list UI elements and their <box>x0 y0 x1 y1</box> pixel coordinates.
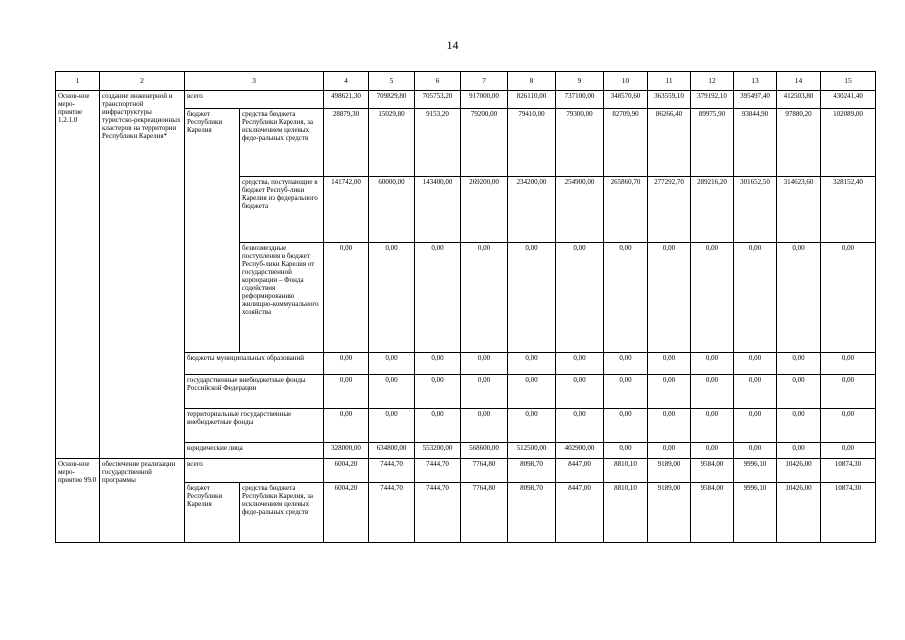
value-cell: 8098,70 <box>508 459 556 483</box>
value-cell: 9153,20 <box>415 109 461 177</box>
page-number: 14 <box>446 38 459 52</box>
value-cell: 265860,70 <box>604 177 648 243</box>
value-cell: 289216,20 <box>691 177 734 243</box>
value-cell: 9189,00 <box>648 483 691 543</box>
value-cell: 709829,80 <box>369 91 415 109</box>
header-cell: 6 <box>415 72 461 91</box>
row-label: территориальные государственные внебюджетные фонды <box>185 409 324 443</box>
value-cell: 0,00 <box>508 375 556 409</box>
value-cell: 314623,60 <box>777 177 821 243</box>
header-cell: 15 <box>821 72 876 91</box>
value-cell: 0,00 <box>556 409 604 443</box>
header-cell: 12 <box>691 72 734 91</box>
value-cell: 568600,00 <box>461 443 508 459</box>
funding-table <box>55 71 876 543</box>
value-cell: 0,00 <box>648 353 691 375</box>
value-cell: 917000,00 <box>461 91 508 109</box>
value-cell: 430241,40 <box>821 91 876 109</box>
value-cell: 0,00 <box>691 353 734 375</box>
value-cell: 402900,00 <box>556 443 604 459</box>
header-row <box>56 72 876 91</box>
value-cell: 412503,80 <box>777 91 821 109</box>
value-cell: 328152,40 <box>821 177 876 243</box>
value-cell: 0,00 <box>461 353 508 375</box>
value-cell: 86266,40 <box>648 109 691 177</box>
value-cell: 363559,10 <box>648 91 691 109</box>
value-cell: 28879,30 <box>324 109 369 177</box>
value-cell: 234200,00 <box>508 177 556 243</box>
header-cell: 13 <box>734 72 777 91</box>
event-description: создание инженерной и транспортной инфраструктуры туристско-рекреационных кластеров на территории Республики Карелия* <box>100 91 185 459</box>
budget-rk-label: бюджет Республики Карелия <box>185 483 240 543</box>
value-cell: 82709,90 <box>604 109 648 177</box>
value-cell: 0,00 <box>777 353 821 375</box>
value-cell: 0,00 <box>556 353 604 375</box>
row-label: государственные внебюджетные фонды Российской Федерации <box>185 375 324 409</box>
value-cell: 705753,20 <box>415 91 461 109</box>
header-cell: 3 <box>185 72 324 91</box>
value-cell: 10874,30 <box>821 483 876 543</box>
value-cell: 348570,60 <box>604 91 648 109</box>
value-cell: 0,00 <box>369 409 415 443</box>
event-description: обеспечение реализации государственной программы <box>100 459 185 543</box>
header-cell: 1 <box>56 72 100 91</box>
value-cell: 10426,00 <box>777 483 821 543</box>
value-cell: 9584,00 <box>691 459 734 483</box>
value-cell: 0,00 <box>648 243 691 353</box>
header-cell: 14 <box>777 72 821 91</box>
value-cell: 0,00 <box>648 409 691 443</box>
value-cell: 0,00 <box>369 375 415 409</box>
value-cell: 10426,00 <box>777 459 821 483</box>
value-cell: 0,00 <box>691 375 734 409</box>
value-cell: 15029,80 <box>369 109 415 177</box>
value-cell: 0,00 <box>734 375 777 409</box>
value-cell: 0,00 <box>691 443 734 459</box>
value-cell: 0,00 <box>691 243 734 353</box>
value-cell: 0,00 <box>734 353 777 375</box>
value-cell: 395497,40 <box>734 91 777 109</box>
value-cell: 8447,00 <box>556 459 604 483</box>
row-label: средства бюджета Республики Карелия, за исключением целевых феде-ральных средств <box>240 483 324 543</box>
value-cell: 0,00 <box>648 443 691 459</box>
value-cell: 141742,00 <box>324 177 369 243</box>
value-cell: 0,00 <box>415 375 461 409</box>
value-cell: 0,00 <box>369 353 415 375</box>
value-cell: 0,00 <box>461 375 508 409</box>
value-cell: 0,00 <box>734 409 777 443</box>
value-cell: 8447,00 <box>556 483 604 543</box>
value-cell: 7444,70 <box>369 459 415 483</box>
value-cell: 143400,00 <box>415 177 461 243</box>
value-cell: 512500,00 <box>508 443 556 459</box>
value-cell: 7764,80 <box>461 459 508 483</box>
value-cell: 0,00 <box>734 443 777 459</box>
value-cell: 0,00 <box>508 409 556 443</box>
header-cell: 7 <box>461 72 508 91</box>
value-cell: 102089,00 <box>821 109 876 177</box>
value-cell: 826110,00 <box>508 91 556 109</box>
header-cell: 11 <box>648 72 691 91</box>
value-cell: 7764,80 <box>461 483 508 543</box>
header-cell: 8 <box>508 72 556 91</box>
value-cell: 79300,00 <box>556 109 604 177</box>
value-cell: 9996,10 <box>734 459 777 483</box>
value-cell: 7444,70 <box>415 483 461 543</box>
value-cell: 7444,70 <box>369 483 415 543</box>
value-cell: 0,00 <box>648 375 691 409</box>
value-cell: 0,00 <box>461 409 508 443</box>
value-cell: 0,00 <box>604 409 648 443</box>
row-label: юридические лица <box>185 443 324 459</box>
value-cell: 0,00 <box>777 243 821 353</box>
value-cell: 0,00 <box>324 353 369 375</box>
header-cell: 10 <box>604 72 648 91</box>
value-cell: 0,00 <box>324 375 369 409</box>
value-cell: 0,00 <box>821 409 876 443</box>
event-code: Основ-ное меро-приятие 1.2.1.0 <box>56 91 100 459</box>
header-cell: 5 <box>369 72 415 91</box>
value-cell: 93844,90 <box>734 109 777 177</box>
event-code: Основ-ное меро-приятие 99.0 <box>56 459 100 543</box>
value-cell: 379192,10 <box>691 91 734 109</box>
value-cell: 0,00 <box>324 243 369 353</box>
budget-rk-label: бюджет Республики Карелия <box>185 109 240 353</box>
value-cell: 553200,00 <box>415 443 461 459</box>
table-row <box>56 91 876 109</box>
value-cell: 7444,70 <box>415 459 461 483</box>
value-cell: 9584,00 <box>691 483 734 543</box>
value-cell: 89975,90 <box>691 109 734 177</box>
value-cell: 6004,20 <box>324 483 369 543</box>
value-cell: 60000,00 <box>369 177 415 243</box>
value-cell: 8810,10 <box>604 459 648 483</box>
value-cell: 10874,30 <box>821 459 876 483</box>
value-cell: 0,00 <box>604 353 648 375</box>
table-row <box>56 459 876 483</box>
value-cell: 0,00 <box>777 375 821 409</box>
value-cell: 0,00 <box>821 443 876 459</box>
value-cell: 328000,00 <box>324 443 369 459</box>
value-cell: 0,00 <box>556 375 604 409</box>
value-cell: 0,00 <box>691 409 734 443</box>
value-cell: 0,00 <box>556 243 604 353</box>
value-cell: 0,00 <box>604 443 648 459</box>
value-cell: 269200,00 <box>461 177 508 243</box>
value-cell: 0,00 <box>604 243 648 353</box>
row-label: всего <box>185 91 324 109</box>
value-cell: 0,00 <box>369 243 415 353</box>
value-cell: 277292,70 <box>648 177 691 243</box>
row-label: безвозмездные поступления в бюджет Респуб-лики Карелия от государственной корпорации – Фонда содействия реформированию жилищно-коммунального хозяйства <box>240 243 324 353</box>
row-label: средства, поступающие в бюджет Респуб-лики Карелия из федерального бюджета <box>240 177 324 243</box>
value-cell: 0,00 <box>324 409 369 443</box>
value-cell: 0,00 <box>415 409 461 443</box>
value-cell: 79200,00 <box>461 109 508 177</box>
row-label: средства бюджета Республики Карелия, за исключением целевых феде-ральных средств <box>240 109 324 177</box>
value-cell: 0,00 <box>821 243 876 353</box>
value-cell: 9996,10 <box>734 483 777 543</box>
value-cell: 0,00 <box>777 409 821 443</box>
value-cell: 254900,00 <box>556 177 604 243</box>
value-cell: 634800,00 <box>369 443 415 459</box>
value-cell: 8098,70 <box>508 483 556 543</box>
value-cell: 0,00 <box>508 353 556 375</box>
value-cell: 737100,00 <box>556 91 604 109</box>
value-cell: 0,00 <box>821 353 876 375</box>
header-cell: 9 <box>556 72 604 91</box>
value-cell: 6004,20 <box>324 459 369 483</box>
value-cell: 9189,00 <box>648 459 691 483</box>
value-cell: 301652,50 <box>734 177 777 243</box>
header-cell: 2 <box>100 72 185 91</box>
value-cell: 79410,00 <box>508 109 556 177</box>
value-cell: 498621,30 <box>324 91 369 109</box>
value-cell: 97880,20 <box>777 109 821 177</box>
value-cell: 0,00 <box>604 375 648 409</box>
row-label: бюджеты муниципальных образований <box>185 353 324 375</box>
value-cell: 0,00 <box>734 243 777 353</box>
value-cell: 0,00 <box>777 443 821 459</box>
value-cell: 0,00 <box>461 243 508 353</box>
value-cell: 0,00 <box>415 243 461 353</box>
value-cell: 0,00 <box>821 375 876 409</box>
row-label: всего <box>185 459 324 483</box>
header-cell: 4 <box>324 72 369 91</box>
value-cell: 0,00 <box>508 243 556 353</box>
value-cell: 8810,10 <box>604 483 648 543</box>
value-cell: 0,00 <box>415 353 461 375</box>
